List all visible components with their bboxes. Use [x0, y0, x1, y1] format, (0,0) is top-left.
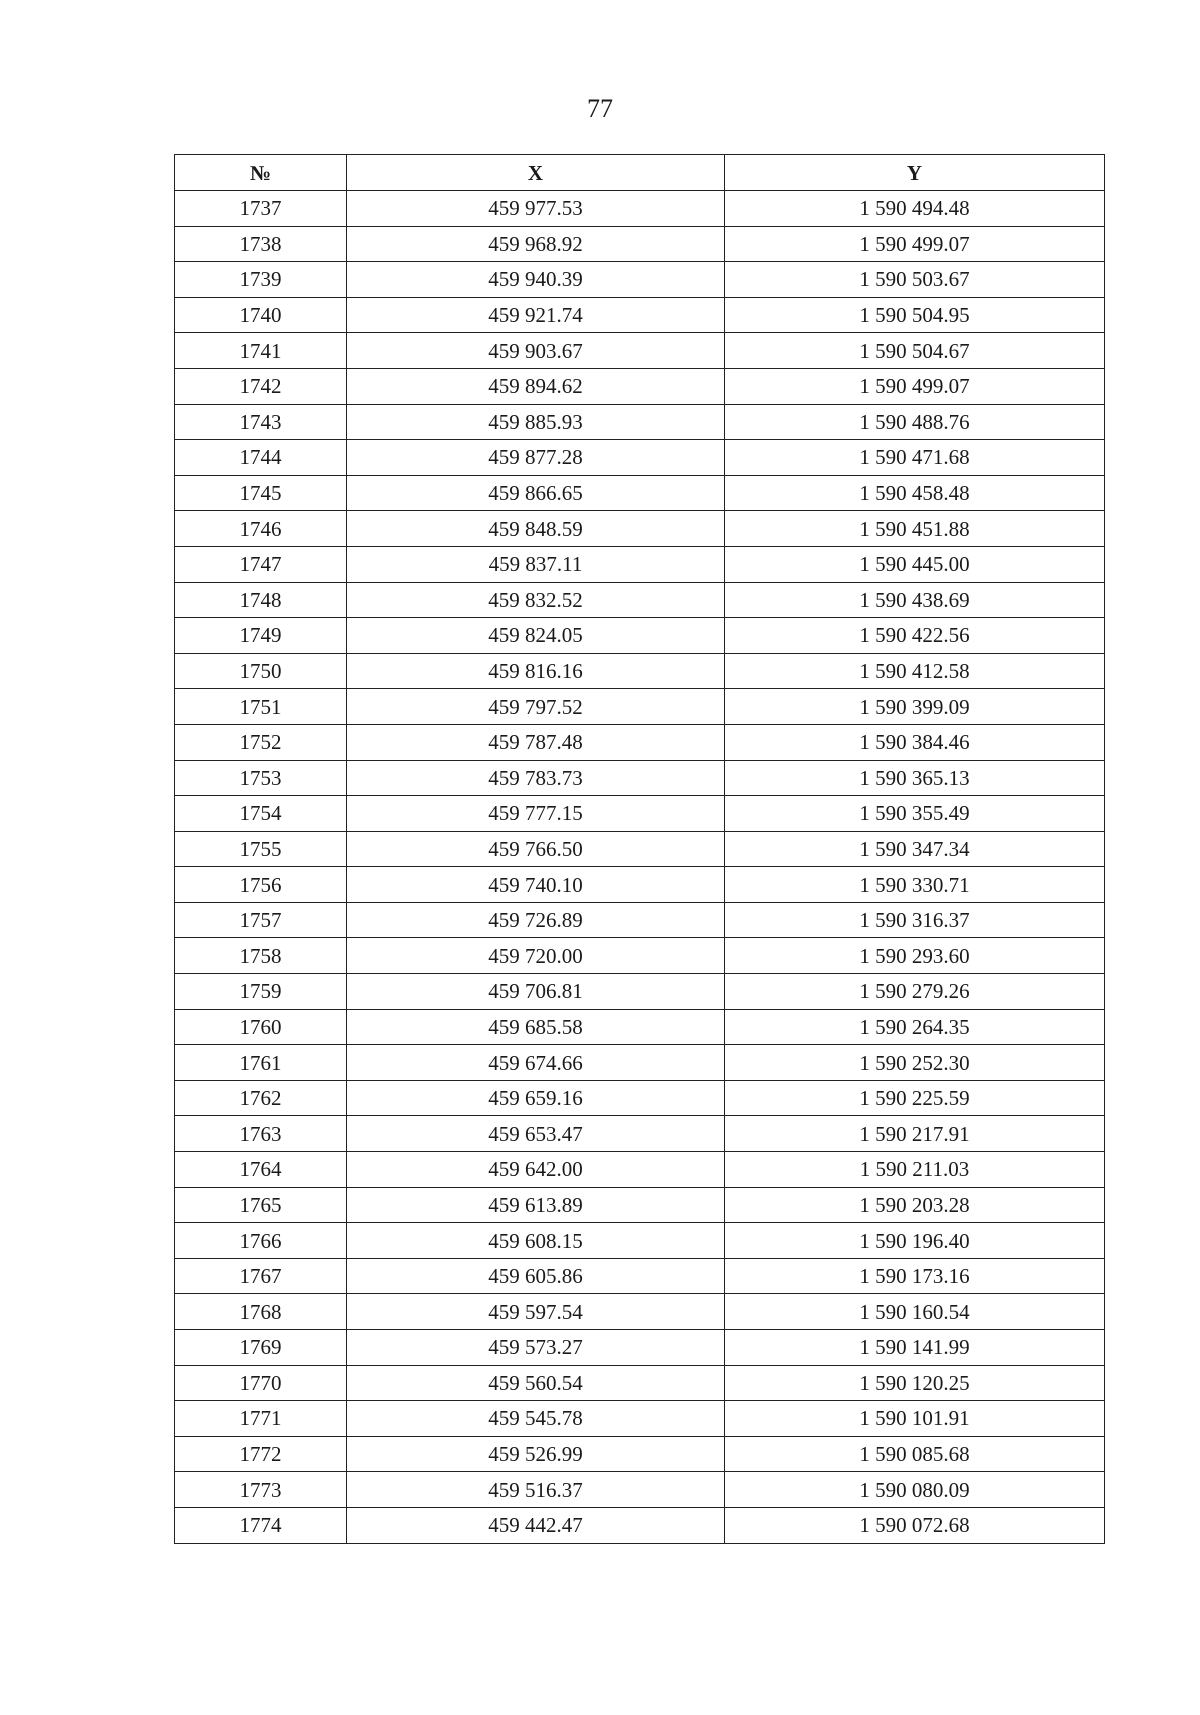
cell-number: 1742	[175, 368, 347, 404]
cell-x: 459 685.58	[347, 1009, 725, 1045]
cell-y: 1 590 217.91	[725, 1116, 1105, 1152]
cell-y: 1 590 080.09	[725, 1472, 1105, 1508]
cell-x: 459 903.67	[347, 333, 725, 369]
cell-number: 1759	[175, 974, 347, 1010]
header-x: X	[347, 155, 725, 191]
table-row	[175, 724, 1105, 760]
cell-y: 1 590 072.68	[725, 1507, 1105, 1543]
cell-x: 459 740.10	[347, 867, 725, 903]
cell-x: 459 653.47	[347, 1116, 725, 1152]
cell-number: 1745	[175, 475, 347, 511]
cell-x: 459 720.00	[347, 938, 725, 974]
page-number: 77	[587, 94, 613, 123]
cell-y: 1 590 330.71	[725, 867, 1105, 903]
cell-number: 1771	[175, 1401, 347, 1437]
table-row	[175, 653, 1105, 689]
table-row	[175, 1436, 1105, 1472]
table-row	[175, 831, 1105, 867]
cell-number: 1737	[175, 191, 347, 227]
cell-x: 459 674.66	[347, 1045, 725, 1081]
table-row	[175, 262, 1105, 298]
cell-number: 1744	[175, 440, 347, 476]
table-row	[175, 689, 1105, 725]
table-row	[175, 1365, 1105, 1401]
cell-x: 459 442.47	[347, 1507, 725, 1543]
table-header	[175, 155, 1105, 191]
cell-y: 1 590 445.00	[725, 546, 1105, 582]
cell-number: 1767	[175, 1258, 347, 1294]
cell-y: 1 590 101.91	[725, 1401, 1105, 1437]
table-row	[175, 1009, 1105, 1045]
cell-number: 1770	[175, 1365, 347, 1401]
table-row	[175, 1116, 1105, 1152]
cell-y: 1 590 160.54	[725, 1294, 1105, 1330]
cell-x: 459 894.62	[347, 368, 725, 404]
cell-x: 459 642.00	[347, 1152, 725, 1188]
cell-number: 1756	[175, 867, 347, 903]
table-row	[175, 440, 1105, 476]
cell-number: 1760	[175, 1009, 347, 1045]
cell-y: 1 590 494.48	[725, 191, 1105, 227]
cell-number: 1766	[175, 1223, 347, 1259]
cell-number: 1747	[175, 546, 347, 582]
cell-y: 1 590 264.35	[725, 1009, 1105, 1045]
cell-number: 1757	[175, 902, 347, 938]
table-row	[175, 511, 1105, 547]
cell-x: 459 977.53	[347, 191, 725, 227]
cell-x: 459 797.52	[347, 689, 725, 725]
cell-x: 459 816.16	[347, 653, 725, 689]
cell-y: 1 590 355.49	[725, 796, 1105, 832]
cell-number: 1769	[175, 1330, 347, 1366]
cell-y: 1 590 399.09	[725, 689, 1105, 725]
cell-x: 459 837.11	[347, 546, 725, 582]
table-row	[175, 191, 1105, 227]
cell-number: 1763	[175, 1116, 347, 1152]
cell-x: 459 832.52	[347, 582, 725, 618]
cell-x: 459 608.15	[347, 1223, 725, 1259]
cell-x: 459 597.54	[347, 1294, 725, 1330]
table-row	[175, 1330, 1105, 1366]
cell-x: 459 766.50	[347, 831, 725, 867]
table-row	[175, 404, 1105, 440]
cell-y: 1 590 384.46	[725, 724, 1105, 760]
cell-y: 1 590 499.07	[725, 226, 1105, 262]
table-row	[175, 1080, 1105, 1116]
cell-x: 459 940.39	[347, 262, 725, 298]
table-row	[175, 475, 1105, 511]
cell-y: 1 590 365.13	[725, 760, 1105, 796]
table-row	[175, 368, 1105, 404]
cell-x: 459 560.54	[347, 1365, 725, 1401]
cell-number: 1762	[175, 1080, 347, 1116]
table-row	[175, 1258, 1105, 1294]
cell-y: 1 590 225.59	[725, 1080, 1105, 1116]
table-row	[175, 974, 1105, 1010]
header-y: Y	[725, 155, 1105, 191]
cell-number: 1768	[175, 1294, 347, 1330]
cell-number: 1772	[175, 1436, 347, 1472]
cell-x: 459 726.89	[347, 902, 725, 938]
cell-number: 1765	[175, 1187, 347, 1223]
cell-x: 459 885.93	[347, 404, 725, 440]
table-row	[175, 1187, 1105, 1223]
cell-x: 459 783.73	[347, 760, 725, 796]
cell-y: 1 590 451.88	[725, 511, 1105, 547]
table-row	[175, 1472, 1105, 1508]
cell-x: 459 605.86	[347, 1258, 725, 1294]
cell-number: 1743	[175, 404, 347, 440]
cell-number: 1738	[175, 226, 347, 262]
cell-x: 459 866.65	[347, 475, 725, 511]
cell-number: 1761	[175, 1045, 347, 1081]
cell-y: 1 590 120.25	[725, 1365, 1105, 1401]
cell-y: 1 590 293.60	[725, 938, 1105, 974]
table-row	[175, 1223, 1105, 1259]
cell-x: 459 545.78	[347, 1401, 725, 1437]
table-row	[175, 902, 1105, 938]
cell-y: 1 590 347.34	[725, 831, 1105, 867]
cell-x: 459 824.05	[347, 618, 725, 654]
cell-y: 1 590 412.58	[725, 653, 1105, 689]
cell-y: 1 590 503.67	[725, 262, 1105, 298]
table-row	[175, 938, 1105, 974]
cell-x: 459 659.16	[347, 1080, 725, 1116]
cell-x: 459 706.81	[347, 974, 725, 1010]
cell-y: 1 590 141.99	[725, 1330, 1105, 1366]
cell-number: 1773	[175, 1472, 347, 1508]
cell-number: 1746	[175, 511, 347, 547]
table-row	[175, 867, 1105, 903]
cell-number: 1752	[175, 724, 347, 760]
table-row	[175, 1045, 1105, 1081]
table-row	[175, 1294, 1105, 1330]
cell-y: 1 590 252.30	[725, 1045, 1105, 1081]
cell-number: 1753	[175, 760, 347, 796]
cell-y: 1 590 499.07	[725, 368, 1105, 404]
cell-y: 1 590 211.03	[725, 1152, 1105, 1188]
cell-y: 1 590 085.68	[725, 1436, 1105, 1472]
cell-number: 1755	[175, 831, 347, 867]
table-row	[175, 796, 1105, 832]
table-row	[175, 582, 1105, 618]
table-row	[175, 1401, 1105, 1437]
cell-y: 1 590 504.95	[725, 297, 1105, 333]
table-row	[175, 297, 1105, 333]
table-body	[175, 191, 1105, 1544]
cell-x: 459 613.89	[347, 1187, 725, 1223]
cell-number: 1750	[175, 653, 347, 689]
cell-x: 459 921.74	[347, 297, 725, 333]
table-row	[175, 333, 1105, 369]
cell-number: 1739	[175, 262, 347, 298]
cell-y: 1 590 203.28	[725, 1187, 1105, 1223]
cell-y: 1 590 471.68	[725, 440, 1105, 476]
cell-number: 1741	[175, 333, 347, 369]
cell-number: 1774	[175, 1507, 347, 1543]
cell-number: 1748	[175, 582, 347, 618]
cell-number: 1758	[175, 938, 347, 974]
cell-number: 1740	[175, 297, 347, 333]
cell-y: 1 590 458.48	[725, 475, 1105, 511]
table-row	[175, 226, 1105, 262]
cell-number: 1764	[175, 1152, 347, 1188]
header-row	[175, 155, 1105, 191]
cell-y: 1 590 504.67	[725, 333, 1105, 369]
cell-x: 459 573.27	[347, 1330, 725, 1366]
cell-y: 1 590 438.69	[725, 582, 1105, 618]
cell-number: 1749	[175, 618, 347, 654]
cell-number: 1751	[175, 689, 347, 725]
table-row	[175, 760, 1105, 796]
coordinates-table	[174, 154, 1105, 1544]
cell-y: 1 590 488.76	[725, 404, 1105, 440]
cell-y: 1 590 279.26	[725, 974, 1105, 1010]
table-row	[175, 618, 1105, 654]
table-row	[175, 546, 1105, 582]
table-row	[175, 1152, 1105, 1188]
cell-x: 459 787.48	[347, 724, 725, 760]
cell-x: 459 526.99	[347, 1436, 725, 1472]
cell-x: 459 877.28	[347, 440, 725, 476]
header-number: №	[175, 155, 347, 191]
cell-y: 1 590 196.40	[725, 1223, 1105, 1259]
cell-x: 459 968.92	[347, 226, 725, 262]
cell-x: 459 848.59	[347, 511, 725, 547]
cell-x: 459 516.37	[347, 1472, 725, 1508]
cell-number: 1754	[175, 796, 347, 832]
cell-y: 1 590 422.56	[725, 618, 1105, 654]
cell-y: 1 590 316.37	[725, 902, 1105, 938]
cell-y: 1 590 173.16	[725, 1258, 1105, 1294]
table-row	[175, 1507, 1105, 1543]
cell-x: 459 777.15	[347, 796, 725, 832]
